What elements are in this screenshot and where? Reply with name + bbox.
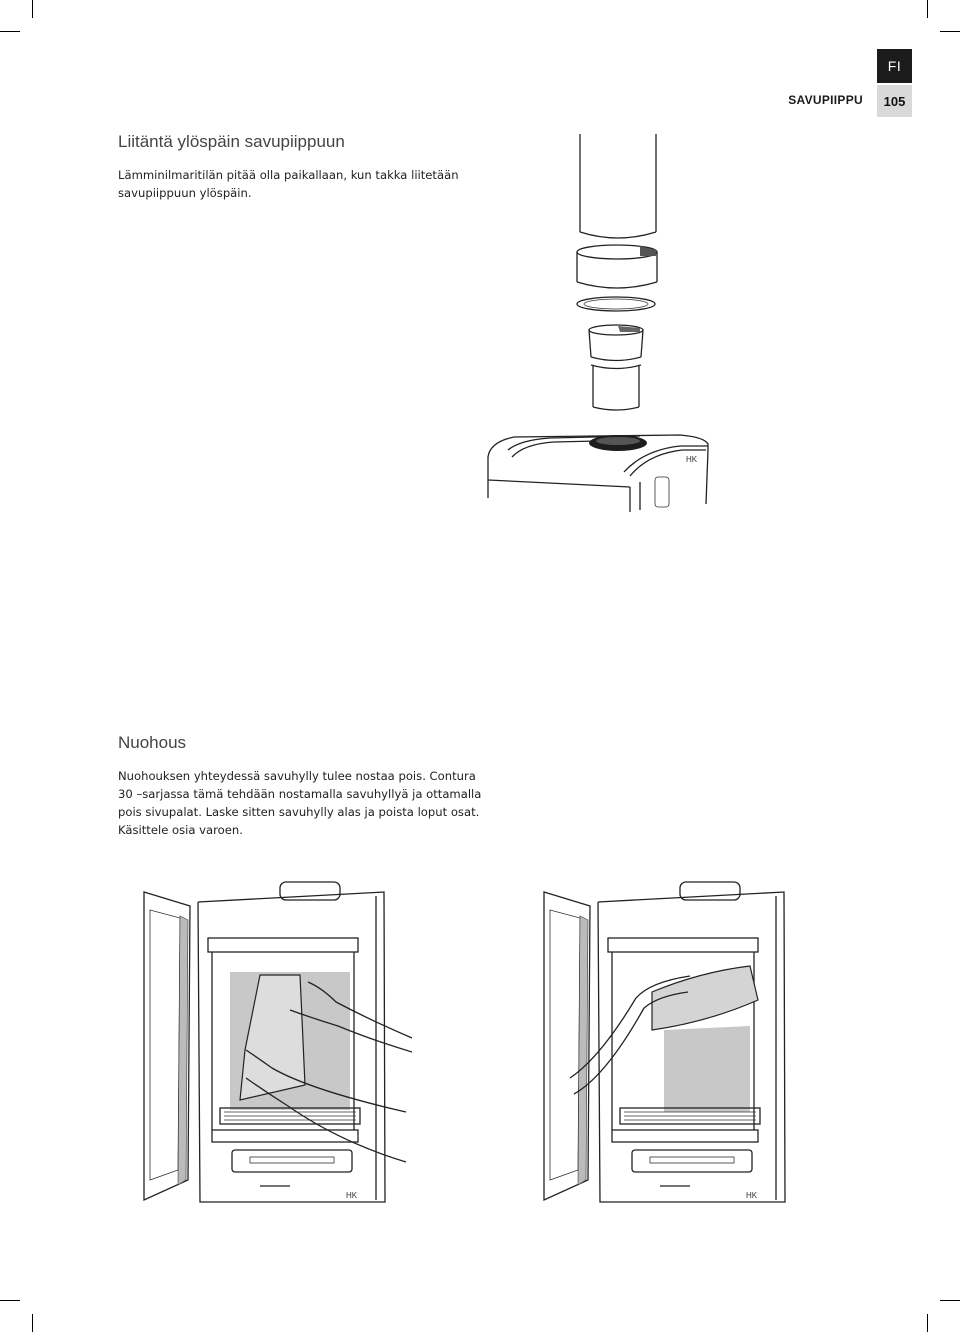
paragraph-line: 30 –sarjassa tämä tehdään nostamalla savuhyllyä ja ottamalla: [118, 787, 482, 801]
crop-mark: [32, 1314, 33, 1332]
smoke-shelf-lift-illustration: [140, 880, 412, 1210]
hk-logo: HK: [746, 1191, 758, 1200]
crop-mark: [927, 0, 928, 18]
hk-logo: HK: [346, 1191, 358, 1200]
crop-mark: [0, 1300, 20, 1301]
section-paragraph: [118, 767, 481, 839]
section-paragraph: [118, 166, 459, 202]
hk-logo: HK: [686, 455, 698, 464]
crop-mark: [940, 31, 960, 32]
crop-mark: [940, 1300, 960, 1301]
paragraph-line: pois sivupalat. Laske sitten savuhylly alas ja poista loput osat.: [118, 805, 480, 819]
language-tab: FI: [877, 49, 912, 83]
section-label: SAVUPIIPPU: [788, 93, 863, 107]
paragraph-line: Lämminilmaritilän pitää olla paikallaan, kun takka liitetään: [118, 168, 459, 182]
crop-mark: [0, 31, 20, 32]
page-number: 105: [877, 85, 912, 117]
crop-mark: [32, 0, 33, 18]
smoke-shelf-remove-illustration: [540, 880, 812, 1210]
paragraph-line: savupiippuun ylöspäin.: [118, 186, 252, 200]
section-heading: Nuohous: [118, 733, 187, 752]
paragraph-line: Nuohouksen yhteydessä savuhylly tulee nostaa pois. Contura: [118, 769, 476, 783]
section-heading: Liitäntä ylöspäin savupiippuun: [118, 132, 345, 151]
paragraph-line: Käsittele osia varoen.: [118, 823, 243, 837]
chimney-connection-illustration: [480, 132, 715, 512]
crop-mark: [927, 1314, 928, 1332]
